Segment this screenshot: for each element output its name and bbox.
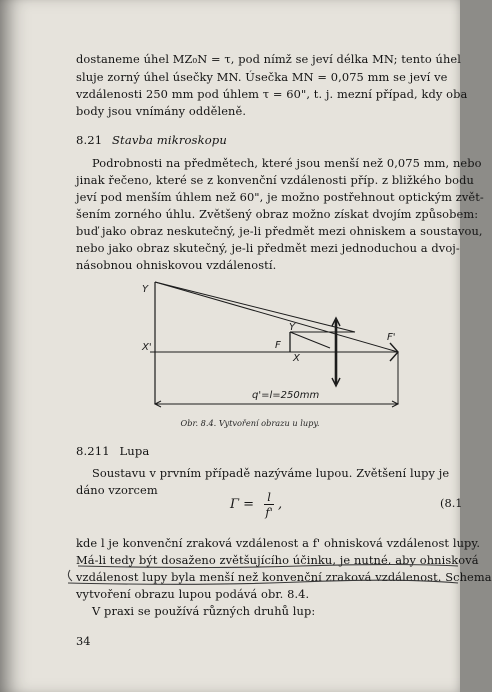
section-title: Stavba mikroskopu <box>112 133 227 147</box>
text-line: Soustavu v prvním případě nazýváme lupou. Zvětšení lupy je <box>92 466 450 480</box>
section-number: 8.21 <box>76 133 103 147</box>
text-line: dáno vzorcem <box>76 483 158 497</box>
formula-tail: , <box>278 497 283 512</box>
section-title: Lupa <box>119 444 150 458</box>
formula-numerator: l <box>264 490 274 505</box>
text-line: buď jako obraz neskutečný, je-li předmět mezi ohniskem a soustavou, <box>76 224 483 238</box>
label-y-image: Y <box>142 284 149 295</box>
text-line: kde l je konvenční zraková vzdálenost a f' ohnisková vzdálenost lupy. <box>76 536 481 550</box>
equation-number: (8.1 <box>440 496 463 510</box>
label-distance: q'=l=250mm <box>252 390 320 401</box>
formula-lhs: Γ = <box>230 497 255 512</box>
text-line: vytvoření obrazu lupou podává obr. 8.4. <box>76 587 310 601</box>
figure-caption: Obr. 8.4. Vytvoření obrazu u lupy. <box>180 418 320 428</box>
text-line: Podrobnosti na předmětech, které jsou menší než 0,075 mm, nebo <box>92 156 482 170</box>
text-line: šením zorného úhlu. Zvětšený obraz možno získat dvojím způsobem: <box>76 207 479 221</box>
label-y-object: Y <box>289 322 296 333</box>
text-line: dostaneme úhel MZ₀N = τ, pod nímž se jeví délka MN; tento úhel <box>76 52 461 66</box>
formula-denominator: f' <box>265 505 273 519</box>
section-number: 8.211 <box>76 444 110 458</box>
text-line: násobnou ohniskovou vzdáleností. <box>76 258 277 272</box>
label-focus-left: F <box>275 340 281 351</box>
pencil-stroke <box>78 565 458 568</box>
text-line: sluje zorný úhel úsečky MN. Úsečka MN = 0,075 mm se jeví ve <box>76 70 448 84</box>
pencil-stroke <box>68 570 72 581</box>
text-line: jeví pod menším úhlem než 60", je možno postřehnout optickým zvět- <box>76 190 484 204</box>
pencil-stroke <box>68 580 458 584</box>
label-x-image: X' <box>142 342 152 353</box>
text-line: V praxi se používá různých druhů lup: <box>92 604 316 618</box>
page-number: 34 <box>76 634 91 648</box>
text-line: nebo jako obraz skutečný, je-li předmět mezi jednoduchou a dvoj- <box>76 241 460 255</box>
label-focus-right: F' <box>387 332 396 343</box>
text-line: body jsou vnímány odděleně. <box>76 104 247 118</box>
label-x-object: X <box>293 353 300 364</box>
text-line: jinak řečeno, které se z konvenční vzdálenosti příp. z bližkého bodu <box>76 173 474 187</box>
text-line: Má-li tedy být dosaženo zvětšujícího účinku, je nutné, aby ohnisková <box>76 553 479 567</box>
text-line: vzdálenosti 250 mm pod úhlem τ = 60", t. j. mezní případ, kdy oba <box>76 87 468 101</box>
text-line: vzdálenost lupy byla menší než konvenční zraková vzdálenost. Schema <box>76 570 492 584</box>
